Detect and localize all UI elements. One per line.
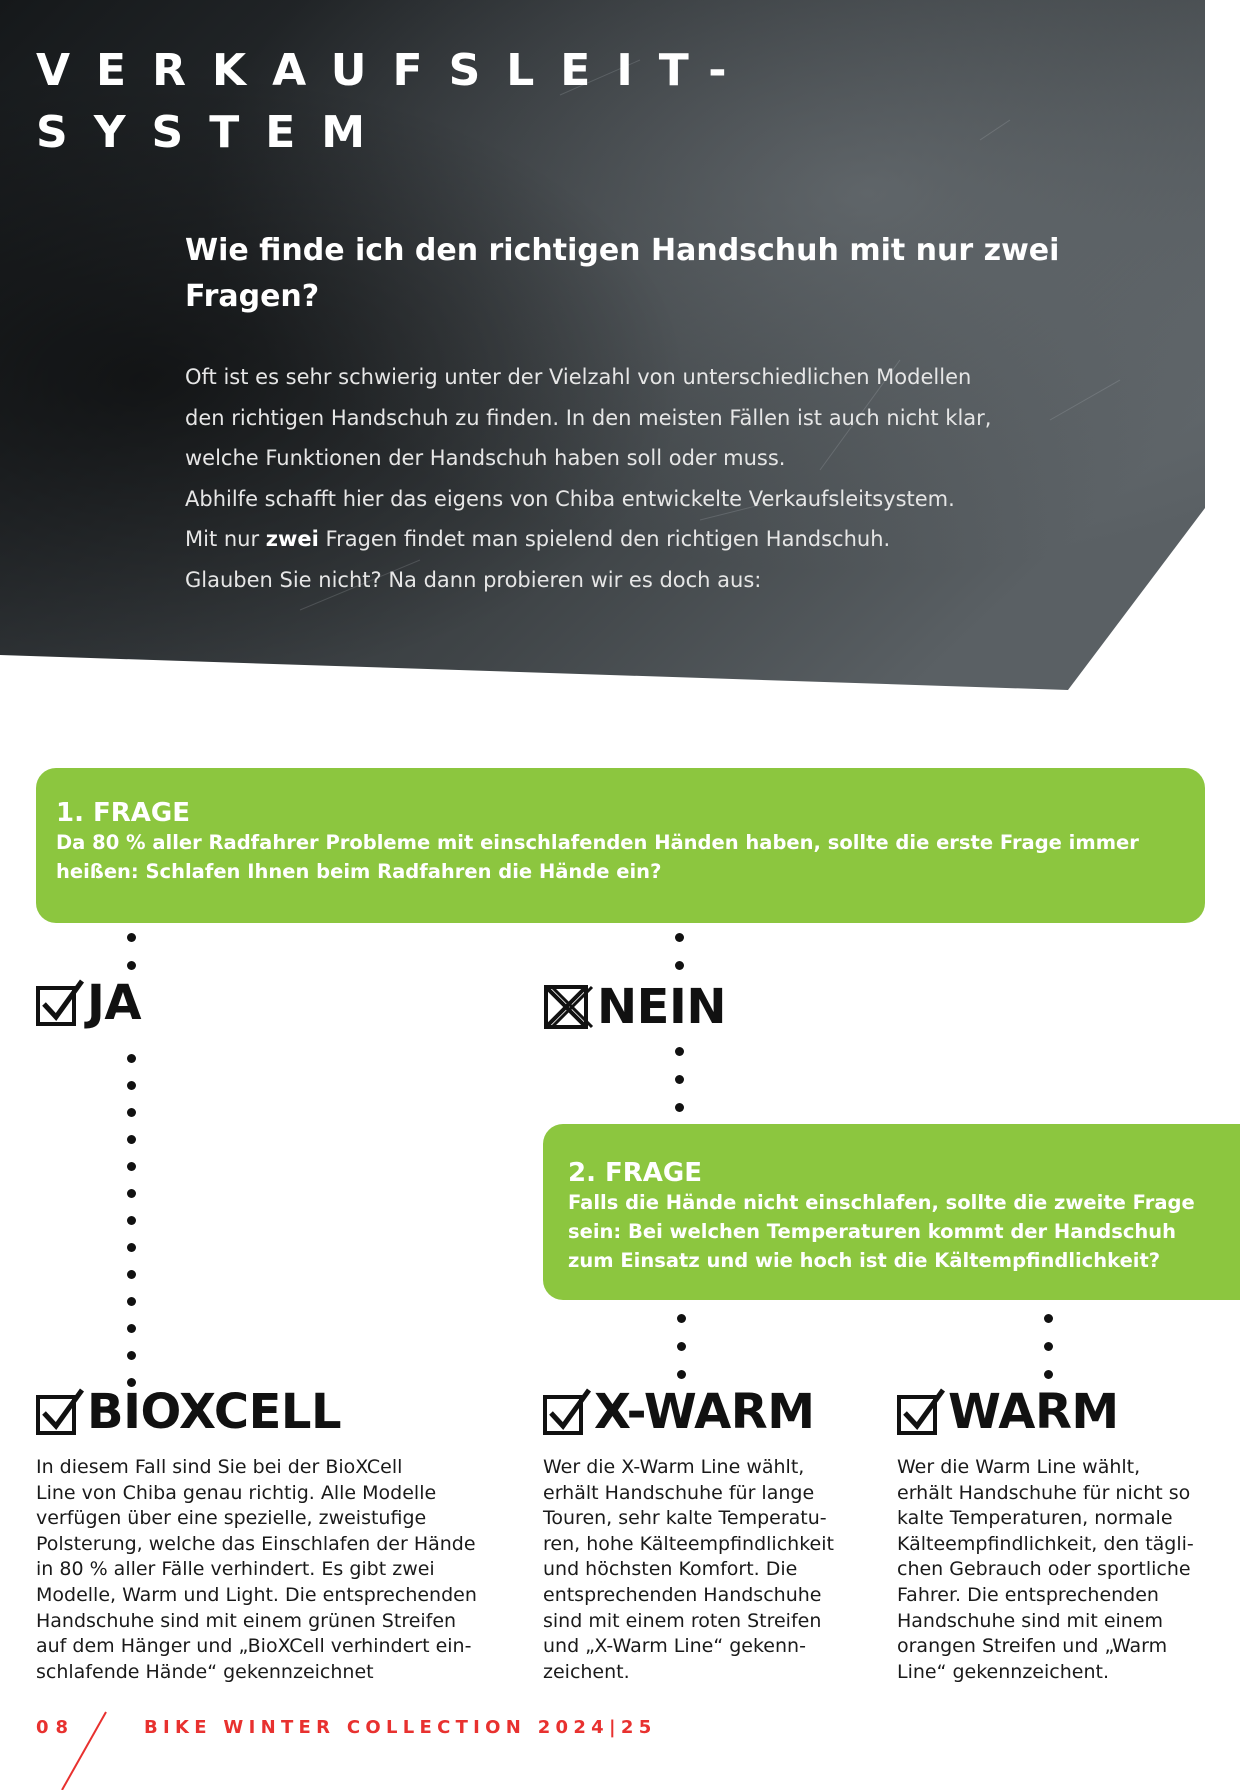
question-1-text: Da 80 % aller Radfahrer Probleme mit einschlafenden Händen haben, sollte die erste Frage immer heißen: Schlafen Ihnen beim Radfahren die Hände ein? [56, 831, 1139, 883]
connector-dot [127, 1351, 136, 1360]
desc-line: erhält Handschuhe für nicht so [897, 1481, 1191, 1504]
connector-dot [127, 1270, 136, 1279]
desc-line: ren, hohe Kälteempfindlichkeit [543, 1532, 834, 1555]
desc-line: Wer die Warm Line wählt, [897, 1456, 1141, 1478]
intro-line: Glauben Sie nicht? Na dann probieren wir es doch aus: [185, 567, 762, 592]
page-number: 08 [36, 1717, 76, 1738]
desc-line: erhält Handschuhe für lange [543, 1481, 815, 1504]
intro-text-span: Mit nur [185, 527, 266, 551]
product-xwarm-heading [542, 1385, 815, 1439]
hero-banner [0, 0, 1240, 700]
desc-line: sind mit einem roten Streifen [543, 1609, 822, 1632]
connector-dot [127, 1216, 136, 1225]
product-warm-description [897, 1455, 1227, 1685]
connector-dot [675, 1103, 684, 1112]
desc-line: In diesem Fall sind Sie bei der BioXCell [36, 1456, 403, 1478]
connector-dot [675, 933, 684, 942]
intro-bold-word: zwei [265, 527, 319, 551]
connector-dot [1044, 1314, 1053, 1323]
connector-dot [127, 1324, 136, 1333]
headline: Wie finde ich den richtigen Handschuh mit nur zwei Fragen? [185, 233, 1060, 314]
answer-nein-label: NEIN [597, 979, 726, 1035]
product-name: X-WARM [594, 1384, 815, 1440]
page-title-line-2: SYSTEM [36, 107, 392, 158]
product-warm-heading [896, 1385, 1119, 1439]
connector-dot [127, 933, 136, 942]
connector-dot [677, 1314, 686, 1323]
connector-dot [675, 1075, 684, 1084]
answer-nein [543, 981, 726, 1033]
check-icon [35, 1385, 85, 1439]
desc-line: kalte Temperaturen, normale [897, 1507, 1173, 1530]
connector-dot [127, 1297, 136, 1306]
intro-line: welche Funktionen der Handschuh haben soll oder muss. [185, 446, 786, 470]
question-2-box [543, 1124, 1240, 1300]
desc-line: in 80 % aller Fälle verhindert. Es gibt zwei [36, 1558, 435, 1581]
desc-line: Wer die X-Warm Line wählt, [543, 1456, 805, 1478]
desc-line: Kälteempfindlichkeit, den tägli- [897, 1532, 1194, 1555]
desc-line: Modelle, Warm und Light. Die entsprechenden [36, 1583, 477, 1606]
answer-ja-label: JA [87, 975, 142, 1031]
connector-dot [127, 1135, 136, 1144]
desc-line: Fahrer. Die entsprechenden [897, 1583, 1159, 1606]
desc-line: und „X-Warm Line“ gekenn- [543, 1635, 806, 1658]
intro-line [185, 519, 1085, 560]
question-2-title: 2. FRAGE [568, 1158, 703, 1188]
intro-line: den richtigen Handschuh zu finden. In den meisten Fällen ist auch nicht klar, [185, 405, 992, 430]
desc-line: Line von Chiba genau richtig. Alle Modelle [36, 1481, 437, 1504]
connector-dot [675, 961, 684, 970]
desc-line: Polsterung, welche das Einschlafen der Hände [36, 1532, 476, 1555]
product-name: BIOXCELL [87, 1384, 342, 1440]
desc-line: auf dem Hänger und „BioXCell verhindert ein- [36, 1635, 472, 1658]
page-title [36, 40, 753, 164]
cross-box-icon [543, 981, 595, 1033]
desc-line: zeichent. [543, 1660, 630, 1683]
connector-dot [127, 1081, 136, 1090]
desc-line: Handschuhe sind mit einem grünen Streifen [36, 1609, 457, 1632]
connector-dot [677, 1370, 686, 1379]
intro-text [185, 357, 1085, 600]
desc-line: chen Gebrauch oder sportliche [897, 1558, 1191, 1581]
product-bioxcell-description [36, 1455, 506, 1685]
collection-title: BIKE WINTER COLLECTION 2024|25 [144, 1717, 657, 1738]
footer-slash-divider [56, 1710, 116, 1790]
desc-line: entsprechenden Handschuhe [543, 1583, 822, 1606]
question-1-box [36, 768, 1205, 923]
product-bioxcell-heading [35, 1385, 341, 1439]
intro-line: Oft ist es sehr schwierig unter der Vielzahl von unterschiedlichen Modellen [185, 365, 972, 389]
connector-dot [127, 961, 136, 970]
desc-line: und höchsten Komfort. Die [543, 1558, 798, 1581]
connector-dot [127, 1189, 136, 1198]
desc-line: schlafende Hände“ gekennzeichnet [36, 1660, 374, 1683]
desc-line: Handschuhe sind mit einem [897, 1609, 1164, 1632]
product-name: WARM [948, 1384, 1119, 1440]
desc-line: Line“ gekennzeichent. [897, 1660, 1109, 1683]
desc-line: orangen Streifen und „Warm [897, 1635, 1168, 1658]
check-icon [896, 1385, 946, 1439]
answer-ja [35, 976, 141, 1030]
intro-text-span: Fragen findet man spielend den richtigen Handschuh. [318, 527, 891, 551]
question-2-text: Falls die Hände nicht einschlafen, sollte die zweite Frage sein: Bei welchen Temperaturen kommt der Handschuh zum Einsatz und wie hoch ist die Kältempfindlichkeit? [568, 1191, 1195, 1272]
connector-dot [1044, 1370, 1053, 1379]
desc-line: verfügen über eine spezielle, zweistufige [36, 1507, 427, 1530]
connector-dot [677, 1342, 686, 1351]
connector-dot [1044, 1342, 1053, 1351]
check-icon [542, 1385, 592, 1439]
check-icon [35, 976, 85, 1030]
connector-dot [127, 1162, 136, 1171]
connector-dot [675, 1047, 684, 1056]
product-xwarm-description [543, 1455, 863, 1685]
page-title-line-1: VERKAUFSLEIT- [36, 45, 753, 96]
question-1-title: 1. FRAGE [56, 798, 191, 828]
connector-dot [127, 1108, 136, 1117]
connector-dot [127, 1243, 136, 1252]
connector-dot [127, 1054, 136, 1063]
desc-line: Touren, sehr kalte Temperatu- [543, 1507, 827, 1530]
intro-line: Abhilfe schafft hier das eigens von Chiba entwickelte Verkaufsleitsystem. [185, 486, 955, 511]
